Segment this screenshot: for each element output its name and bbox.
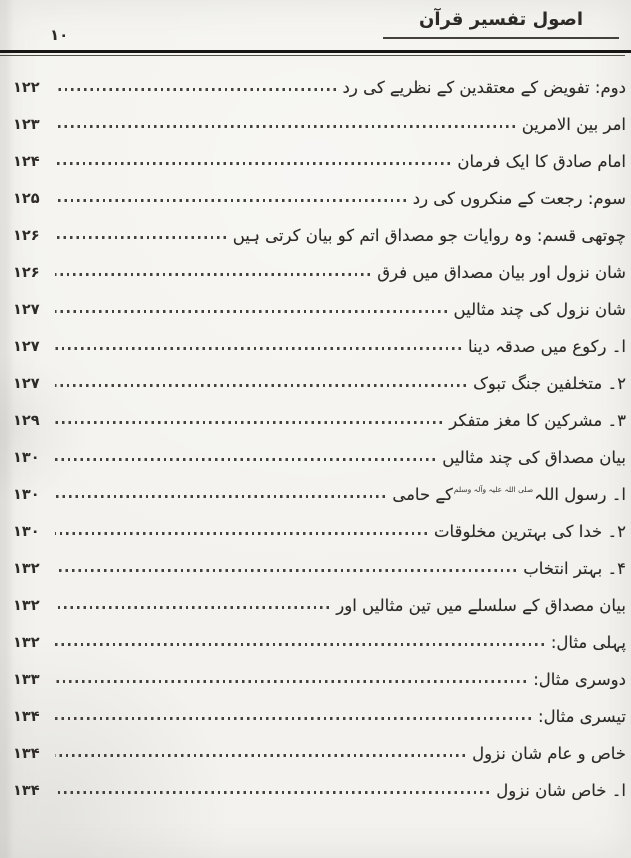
toc-entry-page-number: ۱۳۰ xyxy=(13,450,40,466)
dotted-leader xyxy=(55,199,406,202)
dotted-leader xyxy=(55,236,226,239)
toc-entry-title: چوتھی قسم: وہ روایات جو مصداق اتم کو بیان کرتی ہیں xyxy=(232,226,626,245)
header-page-number: ۱۰ xyxy=(50,26,69,44)
dotted-leader xyxy=(55,88,336,91)
toc-entry-title: ا۔ رسول اللہ xyxy=(534,485,626,504)
book-title: اصول تفسیر قرآن xyxy=(383,9,619,39)
toc-entry-title: ۲۔ خدا کی بہترین مخلوقات xyxy=(434,522,626,541)
toc-entry-title: شان نزول اور بیان مصداق میں فرق xyxy=(377,263,626,282)
toc-entry-title: بیان مصداق کی چند مثالیں xyxy=(442,448,626,467)
header-rule xyxy=(0,50,631,56)
toc-entry-page-number: ۱۳۰ xyxy=(13,524,40,540)
dotted-leader xyxy=(55,680,526,683)
toc-entry xyxy=(13,356,626,393)
toc-entry-title: دوسری مثال: xyxy=(533,670,626,689)
toc-entry-page-number: ۱۳۴ xyxy=(13,783,40,799)
toc-entry-title: بیان مصداق کے سلسلے میں تین مثالیں اور xyxy=(336,596,626,615)
dotted-leader xyxy=(55,458,435,461)
toc-entry-title: سوم: رجعت کے منکروں کی رد xyxy=(412,189,626,208)
toc-entry-page-number: ۱۳۴ xyxy=(13,709,40,725)
dotted-leader xyxy=(55,643,544,646)
dotted-leader xyxy=(55,569,516,572)
toc-entry-title: ۳۔ مشرکین کا مغز متفکر xyxy=(449,411,626,430)
toc-entry-page-number: ۱۲۶ xyxy=(13,228,40,244)
header-rule-thick xyxy=(0,50,631,53)
toc-entry-title: ا۔ رکوع میں صدقہ دینا xyxy=(468,337,626,356)
toc-entry xyxy=(13,652,626,689)
toc-entry-title: ۴۔ بہتر انتخاب xyxy=(523,559,626,578)
toc-entry xyxy=(13,60,626,97)
toc-entry xyxy=(13,726,626,763)
toc-entry xyxy=(13,504,626,541)
toc-entry-title: ۲۔ متخلفین جنگ تبوک xyxy=(473,374,626,393)
toc-entry-page-number: ۱۳۰ xyxy=(13,487,40,503)
toc-entry xyxy=(13,282,626,319)
toc-entry-title: خاص و عام شان نزول xyxy=(472,744,626,763)
toc-entry xyxy=(13,171,626,208)
dotted-leader xyxy=(55,532,427,535)
toc-entry-title: ا۔ خاص شان نزول xyxy=(496,781,626,800)
dotted-leader xyxy=(55,791,489,794)
toc-entry-page-number: ۱۳۳ xyxy=(13,672,40,688)
toc-entry-title: دوم: تفویض کے معتقدین کے نظریے کی رد xyxy=(342,78,626,97)
toc-entry-page-number: ۱۲۹ xyxy=(13,413,40,429)
toc-entry-page-number: ۱۲۷ xyxy=(13,339,40,355)
toc-entry xyxy=(13,393,626,430)
toc-entry-title: امر بین الامرین xyxy=(521,115,626,134)
toc-entry xyxy=(13,319,626,356)
toc-entry-page-number: ۱۳۴ xyxy=(13,746,40,762)
toc-entry-page-number: ۱۳۲ xyxy=(13,635,40,651)
toc-entry xyxy=(13,578,626,615)
toc-entry xyxy=(13,245,626,282)
toc-entry xyxy=(13,430,626,467)
table-of-contents xyxy=(0,60,631,800)
dotted-leader xyxy=(55,495,385,498)
toc-entry-page-number: ۱۳۲ xyxy=(13,561,40,577)
toc-entry xyxy=(13,541,626,578)
toc-entry xyxy=(13,467,626,504)
toc-entry xyxy=(13,689,626,726)
toc-entry-page-number: ۱۲۷ xyxy=(13,302,40,318)
dotted-leader xyxy=(55,606,329,609)
header-rule-thin xyxy=(0,55,625,56)
toc-entry-page-number: ۱۳۲ xyxy=(13,598,40,614)
dotted-leader xyxy=(55,273,370,276)
toc-entry-title: شان نزول کی چند مثالیں xyxy=(453,300,626,319)
toc-entry xyxy=(13,763,626,800)
toc-entry-page-number: ۱۲۵ xyxy=(13,191,40,207)
dotted-leader xyxy=(55,421,442,424)
toc-entry xyxy=(13,134,626,171)
toc-entry xyxy=(13,615,626,652)
toc-entry-page-number: ۱۲۶ xyxy=(13,265,40,281)
toc-entry-page-number: ۱۲۷ xyxy=(13,376,40,392)
toc-entry-title-cont: کے حامی xyxy=(392,485,453,504)
dotted-leader xyxy=(55,125,515,128)
toc-entry-title: تیسری مثال: xyxy=(538,707,626,726)
toc-entry-page-number: ۱۲۲ xyxy=(13,80,40,96)
dotted-leader xyxy=(55,347,461,350)
toc-entry-title: پہلی مثال: xyxy=(550,633,626,652)
dotted-leader xyxy=(55,310,447,313)
honorific-mark: صلی اللہ علیہ وآلہ وسلم xyxy=(453,485,534,494)
dotted-leader xyxy=(55,162,450,165)
toc-entry-title: امام صادق کا ایک فرمان xyxy=(457,152,626,171)
dotted-leader xyxy=(55,754,465,757)
toc-entry-page-number: ۱۲۴ xyxy=(13,154,40,170)
dotted-leader xyxy=(55,717,531,720)
toc-entry xyxy=(13,208,626,245)
toc-entry-page-number: ۱۲۳ xyxy=(13,117,40,133)
dotted-leader xyxy=(55,384,466,387)
toc-entry xyxy=(13,97,626,134)
